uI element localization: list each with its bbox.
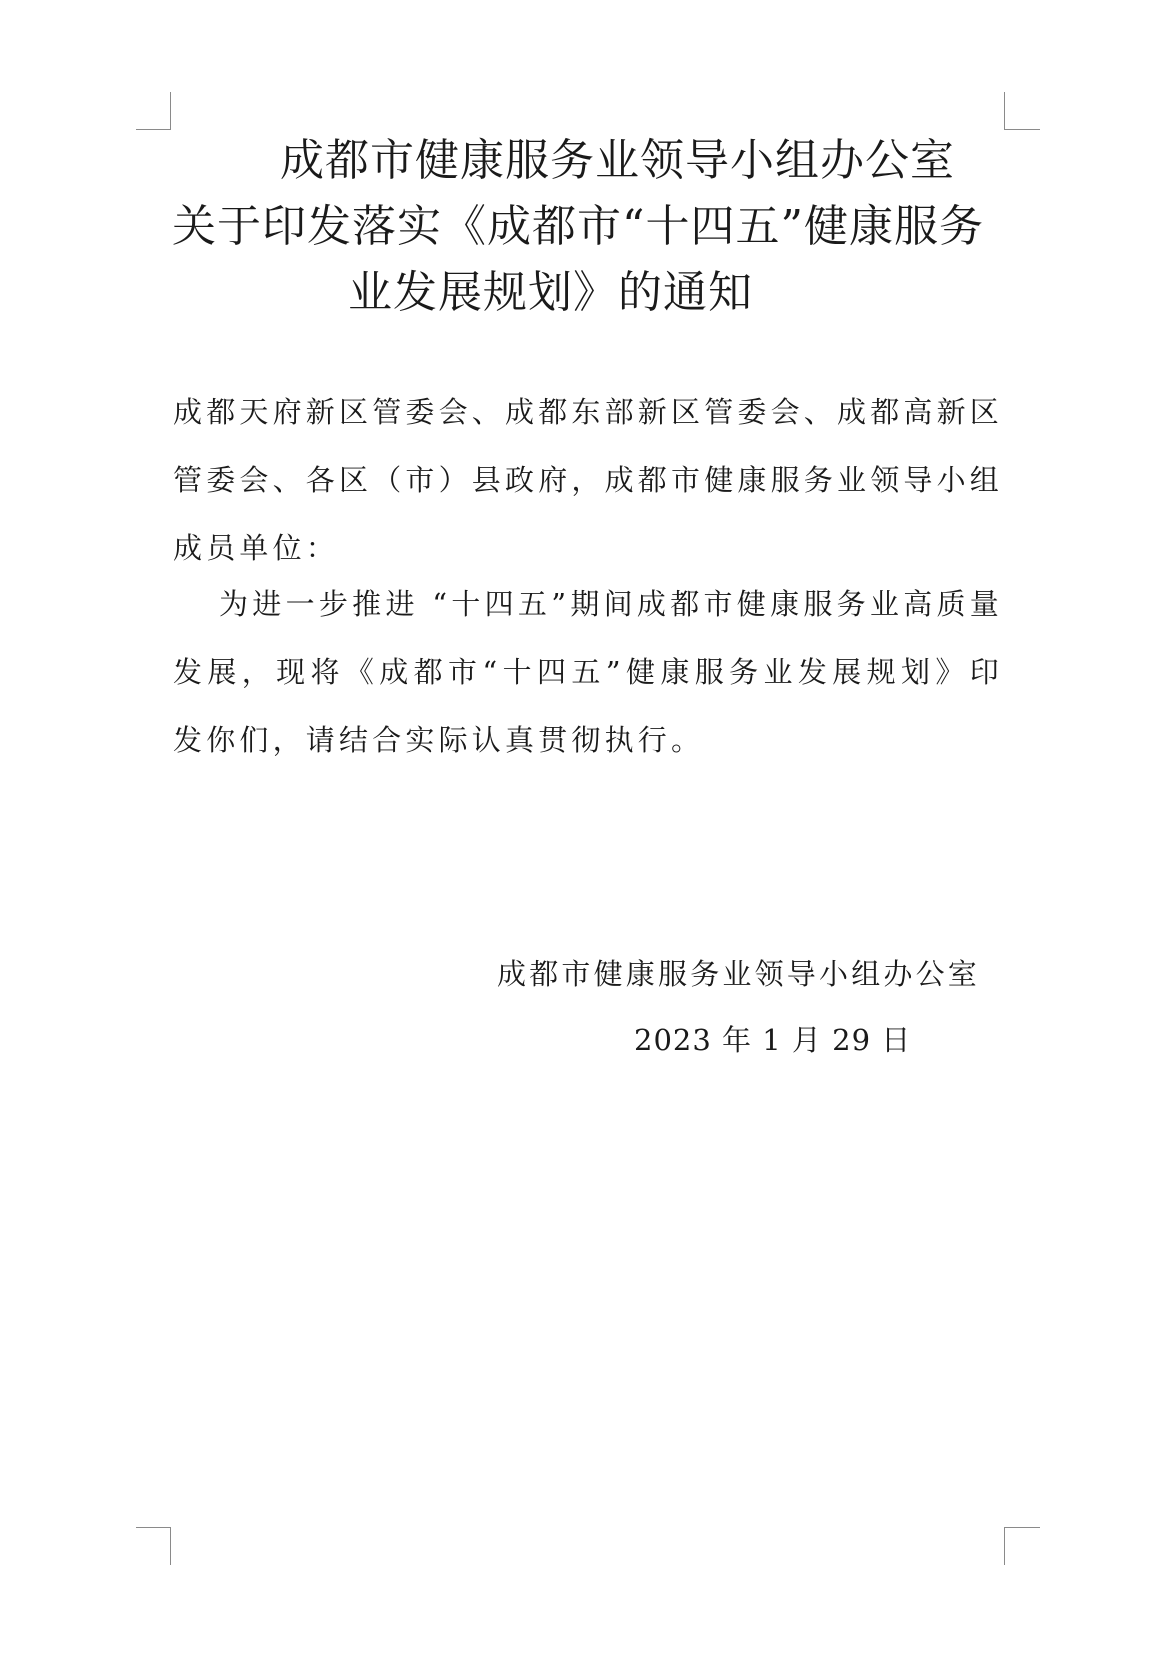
addressee: 成都天府新区管委会、成都东部新区管委会、成都高新区管委会、各区（市）县政府，成都市健康服务业领导小组成员单位： (173, 395, 1004, 565)
crop-mark-bottom-left-v (170, 1527, 171, 1565)
signature-date: 2023 年 1 月 29 日 (634, 1023, 912, 1057)
title-line-3: 业发展规划》的通知 (348, 267, 753, 318)
signature-organization: 成都市健康服务业领导小组办公室 (497, 957, 981, 991)
crop-mark-bottom-left-h (136, 1527, 171, 1528)
title-line-2: 关于印发落实《成都市“十四五”健康服务 (172, 201, 984, 252)
crop-mark-top-right-h (1004, 129, 1040, 130)
crop-mark-top-left-h (136, 129, 171, 130)
crop-mark-top-left-v (170, 92, 171, 130)
crop-mark-bottom-right-h (1004, 1527, 1040, 1528)
crop-mark-top-right-v (1004, 92, 1005, 130)
title-line-1: 成都市健康服务业领导小组办公室 (280, 135, 955, 186)
crop-mark-bottom-right-v (1004, 1527, 1005, 1565)
body-paragraph: 为进一步推进 “十四五”期间成都市健康服务业高质量发展，现将《成都市“十四五”健康服务业发展规划》印发你们，请结合实际认真贯彻执行。 (173, 587, 1003, 757)
